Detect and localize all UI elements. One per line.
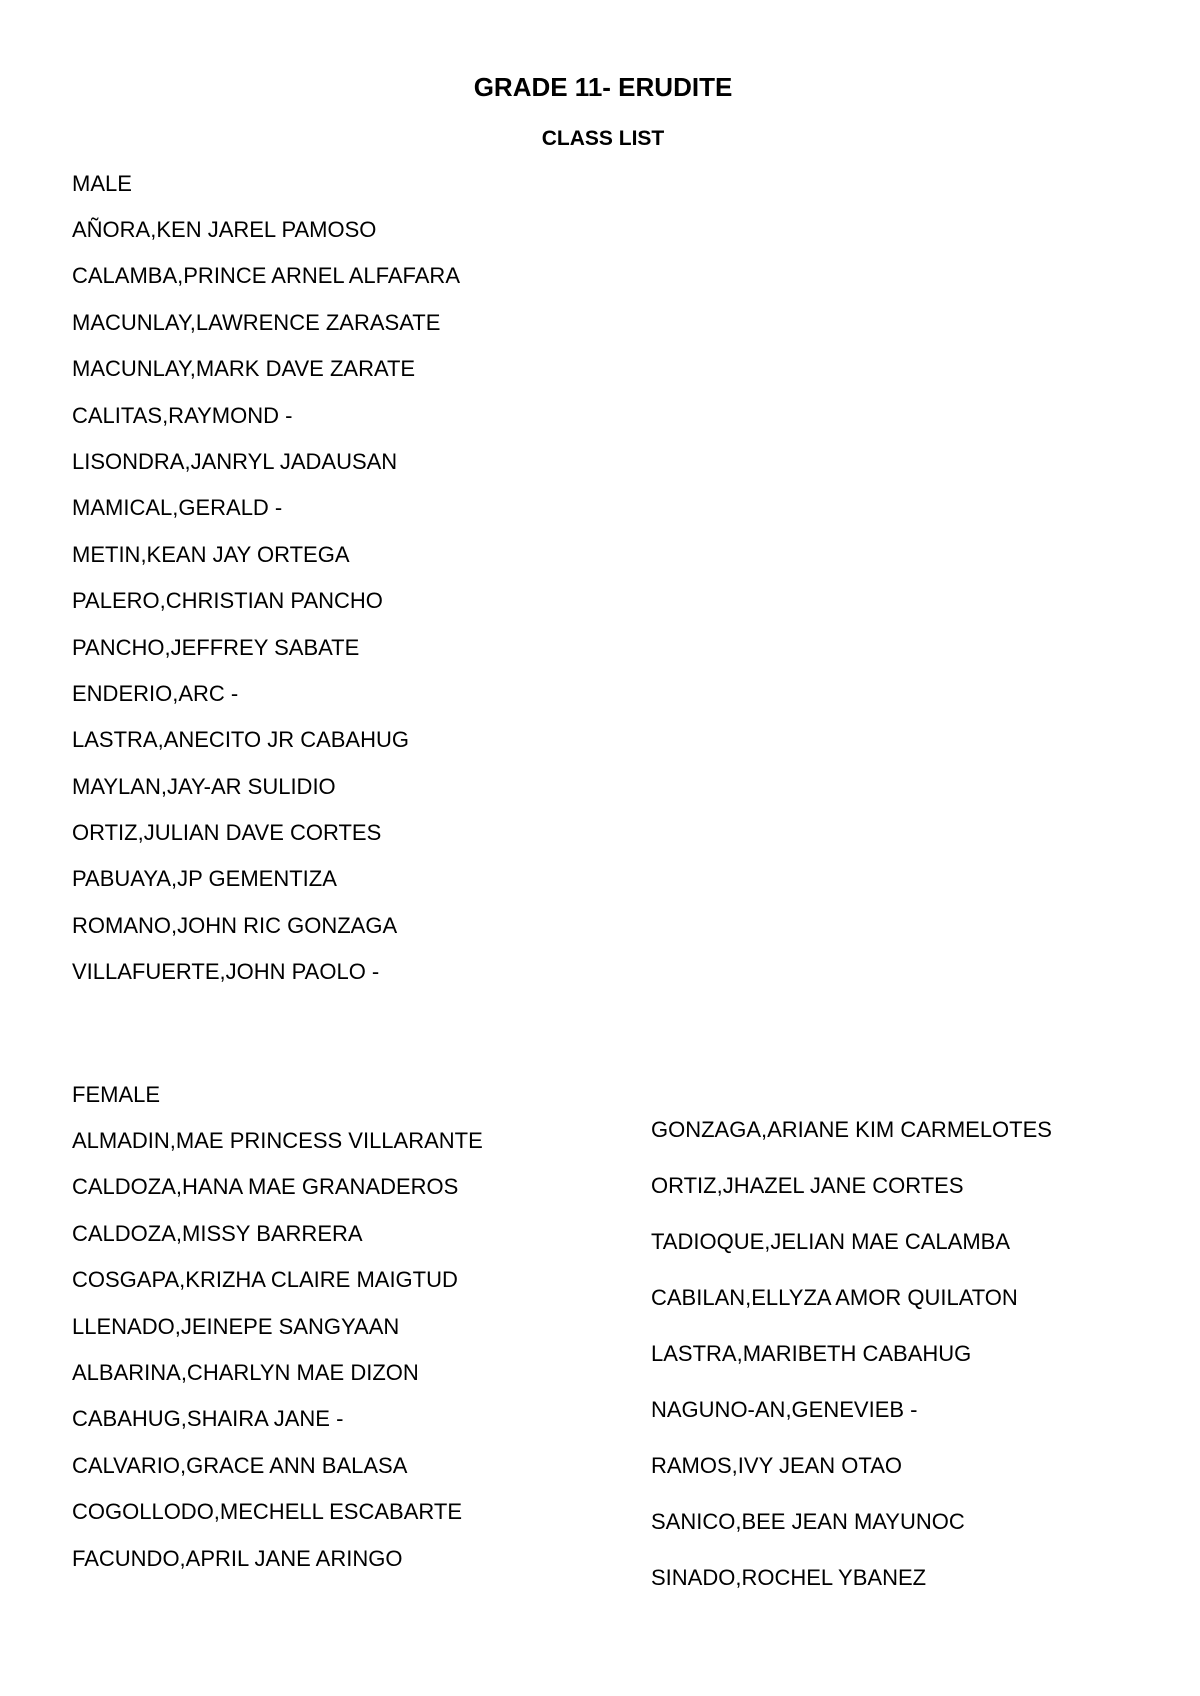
student-name: ORTIZ,JULIAN DAVE CORTES [72, 820, 382, 846]
student-name: SANICO,BEE JEAN MAYUNOC [651, 1509, 965, 1534]
female-student-list-right [651, 1116, 1052, 1620]
student-name: METIN,KEAN JAY ORTEGA [72, 541, 350, 567]
student-name: ORTIZ,JHAZEL JANE CORTES [651, 1173, 964, 1198]
student-name: GONZAGA,ARIANE KIM CARMELOTES [651, 1117, 1052, 1142]
student-name: CABAHUG,SHAIRA JANE - [72, 1406, 344, 1432]
page-title: GRADE 11- ERUDITE [473, 72, 733, 102]
student-name: COGOLLODO,MECHELL ESCABARTE [72, 1499, 462, 1525]
male-student-list [72, 216, 460, 1005]
student-name: LISONDRA,JANRYL JADAUSAN [72, 448, 398, 474]
student-name: MACUNLAY,MARK DAVE ZARATE [72, 356, 416, 382]
female-student-list-left [72, 1127, 483, 1591]
student-name: LASTRA,MARIBETH CABAHUG [651, 1341, 972, 1366]
page-subtitle: CLASS LIST [541, 127, 665, 150]
student-name: VILLAFUERTE,JOHN PAOLO - [72, 959, 380, 985]
student-name: FACUNDO,APRIL JANE ARINGO [72, 1545, 403, 1571]
student-name: CALDOZA,HANA MAE GRANADEROS [72, 1174, 459, 1200]
student-name: SINADO,ROCHEL YBANEZ [651, 1565, 927, 1590]
student-name: NAGUNO-AN,GENEVIEB - [651, 1397, 918, 1422]
student-name: ENDERIO,ARC - [72, 680, 239, 706]
student-name: ALMADIN,MAE PRINCESS VILLARANTE [72, 1128, 483, 1153]
student-name: MAYLAN,JAY-AR SULIDIO [72, 773, 336, 799]
student-name: CABILAN,ELLYZA AMOR QUILATON [651, 1285, 1018, 1310]
female-section-heading: FEMALE [72, 1082, 161, 1107]
student-name: TADIOQUE,JELIAN MAE CALAMBA [651, 1229, 1011, 1254]
student-name: AÑORA,KEN JAREL PAMOSO [72, 217, 377, 242]
student-name: CALITAS,RAYMOND - [72, 402, 293, 428]
student-name: CALDOZA,MISSY BARRERA [72, 1220, 363, 1246]
student-name: CALVARIO,GRACE ANN BALASA [72, 1452, 408, 1478]
student-name: CALAMBA,PRINCE ARNEL ALFAFARA [72, 263, 460, 289]
student-name: MACUNLAY,LAWRENCE ZARASATE [72, 309, 441, 335]
student-name: LLENADO,JEINEPE SANGYAAN [72, 1313, 400, 1339]
student-name: COSGAPA,KRIZHA CLAIRE MAIGTUD [72, 1267, 458, 1293]
student-name: RAMOS,IVY JEAN OTAO [651, 1453, 903, 1478]
student-name: PALERO,CHRISTIAN PANCHO [72, 588, 383, 614]
student-name: PANCHO,JEFFREY SABATE [72, 634, 360, 660]
student-name: ALBARINA,CHARLYN MAE DIZON [72, 1359, 419, 1385]
male-section-heading: MALE [72, 171, 132, 196]
student-name: LASTRA,ANECITO JR CABAHUG [72, 727, 409, 753]
student-name: ROMANO,JOHN RIC GONZAGA [72, 912, 398, 938]
student-name: MAMICAL,GERALD - [72, 495, 283, 521]
student-name: PABUAYA,JP GEMENTIZA [72, 866, 337, 892]
